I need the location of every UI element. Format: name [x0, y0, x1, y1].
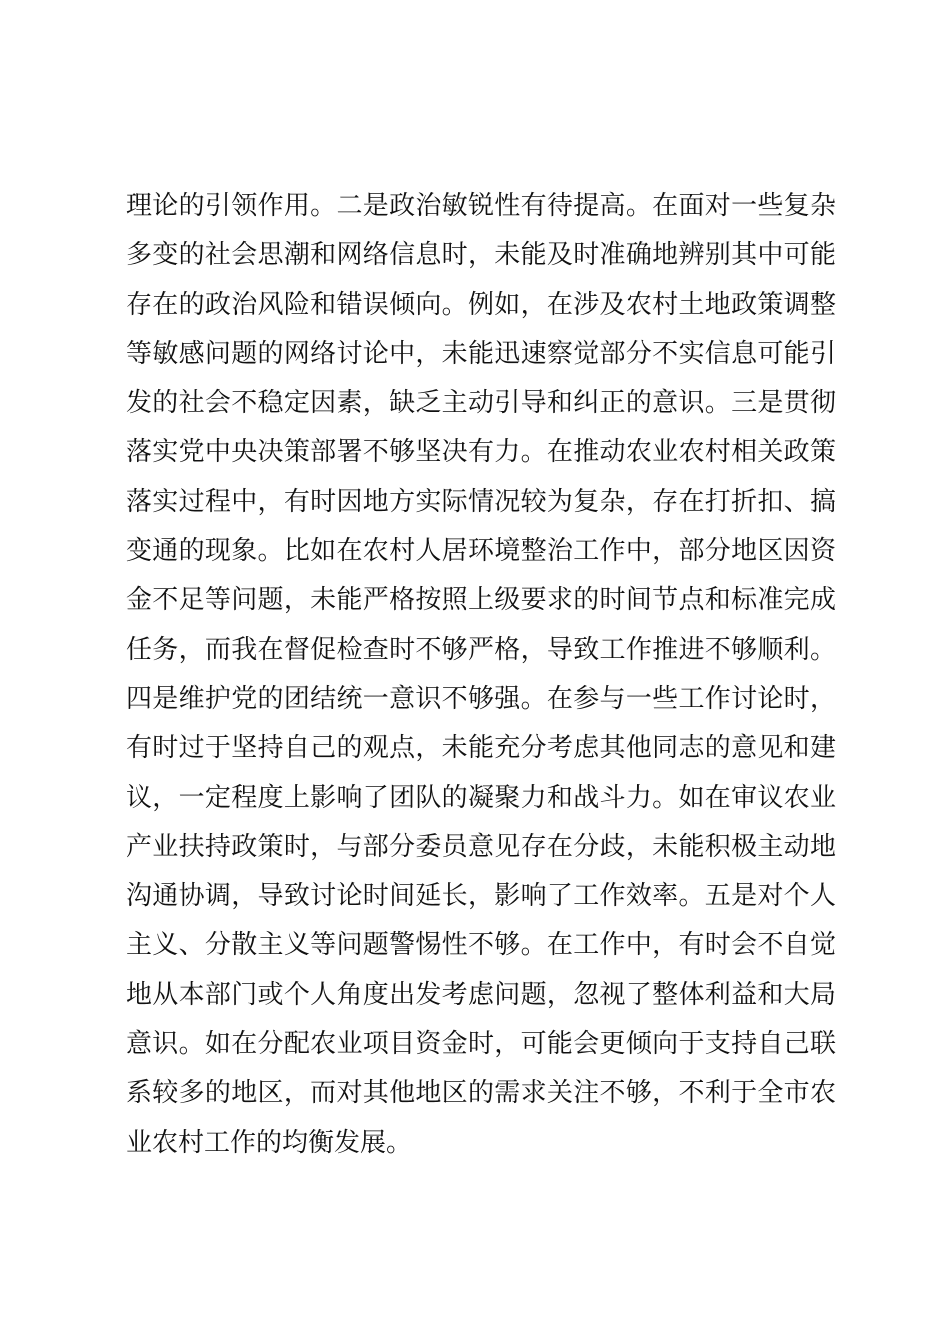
text-line-2: 多变的社会思潮和网络信息时，未能及时准确地辨别其中可能: [126, 240, 836, 271]
text-line-17: 地从本部门或个人角度出发考虑问题，忽视了整体利益和大局: [126, 979, 836, 1010]
text-line-9: 金不足等问题，未能严格按照上级要求的时间节点和标准完成: [126, 585, 836, 616]
text-line-7: 落实过程中，有时因地方实际情况较为复杂，存在打折扣、搞: [126, 486, 836, 517]
text-line-14: 产业扶持政策时，与部分委员意见存在分歧，未能积极主动地: [126, 831, 836, 862]
text-line-5: 发的社会不稳定因素，缺乏主动引导和纠正的意识。三是贯彻: [126, 388, 836, 419]
text-line-13: 议，一定程度上影响了团队的凝聚力和战斗力。如在审议农业: [126, 782, 836, 813]
text-line-6: 落实党中央决策部署不够坚决有力。在推动农业农村相关政策: [126, 437, 836, 468]
text-line-11: 四是维护党的团结统一意识不够强。在参与一些工作讨论时，: [126, 683, 836, 714]
text-line-16: 主义、分散主义等问题警惕性不够。在工作中，有时会不自觉: [126, 930, 836, 961]
text-line-8: 变通的现象。比如在农村人居环境整治工作中，部分地区因资: [126, 536, 836, 567]
text-line-3: 存在的政治风险和错误倾向。例如，在涉及农村土地政策调整: [126, 289, 836, 320]
text-line-18: 意识。如在分配农业项目资金时，可能会更倾向于支持自己联: [126, 1029, 836, 1060]
text-line-20: 业农村工作的均衡发展。: [126, 1127, 413, 1158]
text-line-10: 任务，而我在督促检查时不够严格，导致工作推进不够顺利。: [126, 634, 836, 665]
text-line-4: 等敏感问题的网络讨论中，未能迅速察觉部分不实信息可能引: [126, 338, 836, 369]
text-line-15: 沟通协调，导致讨论时间延长，影响了工作效率。五是对个人: [126, 881, 836, 912]
body-paragraph: [126, 182, 836, 1168]
text-line-12: 有时过于坚持自己的观点，未能充分考虑其他同志的意见和建: [126, 733, 836, 764]
text-line-19: 系较多的地区，而对其他地区的需求关注不够，不利于全市农: [126, 1078, 836, 1109]
text-line-1: 理论的引领作用。二是政治敏锐性有待提高。在面对一些复杂: [126, 191, 836, 221]
